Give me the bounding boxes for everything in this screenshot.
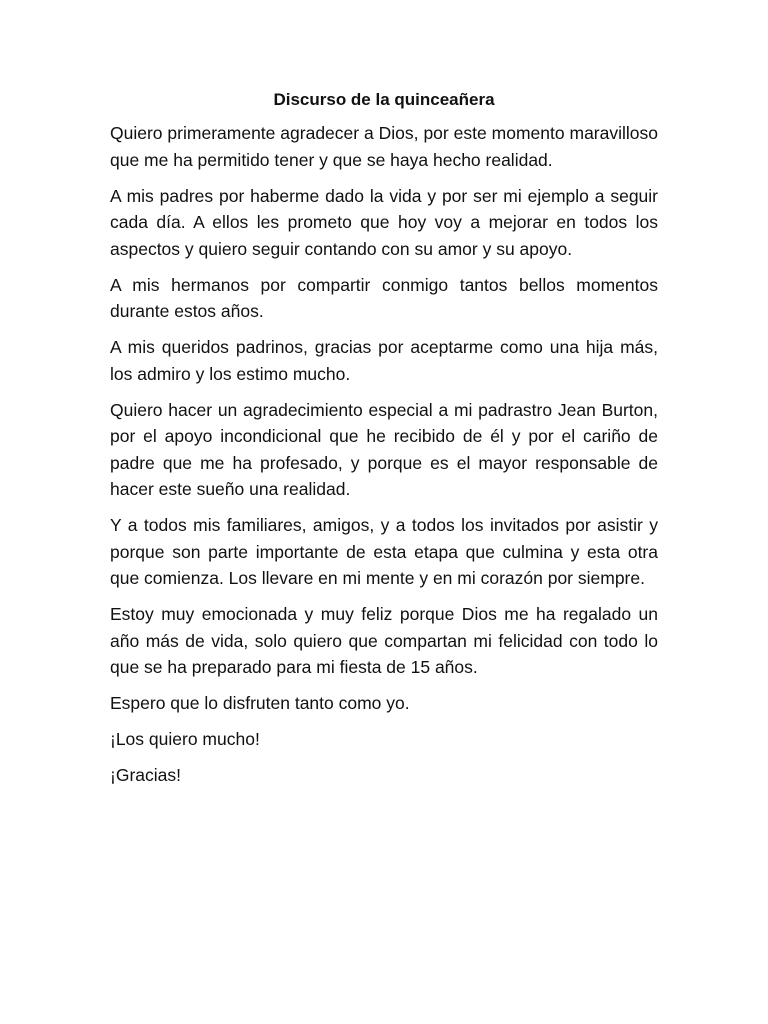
paragraph-emotion: Estoy muy emocionada y muy feliz porque Dios me ha regalado un año más de vida, solo quiero que compartan mi felicidad con todo lo que se ha preparado para mi fiesta de 15 años. (110, 604, 658, 677)
paragraph-gratitude-god: Quiero primeramente agradecer a Dios, por este momento maravilloso que me ha permitido tener y que se haya hecho realidad. (110, 123, 658, 170)
paragraph-siblings: A mis hermanos por compartir conmigo tantos bellos momentos durante estos años. (110, 274, 658, 321)
paragraph-enjoy: Espero que lo disfruten tanto como yo. (110, 693, 410, 713)
paragraph-parents: A mis padres por haberme dado la vida y por ser mi ejemplo a seguir cada día. A ellos les prometo que hoy voy a mejorar en todos los aspectos y quiero seguir contando con su amor y su apoyo. (110, 185, 658, 259)
paragraph-family-guests: Y a todos mis familiares, amigos, y a todos los invitados por asistir y porque son parte importante de esta etapa que culmina y esta otra que comienza. Los llevare en mi mente y en mi corazón por siempre. (110, 515, 658, 588)
document-title: Discurso de la quinceañera (273, 90, 495, 109)
document-page (110, 88, 658, 988)
paragraph-stepfather: Quiero hacer un agradecimiento especial a mi padrastro Jean Burton, por el apoyo incondicional que he recibido de él y por el cariño de padre que me ha profesado, y porque es el mayor responsable de hacer este sueño una realidad. (110, 399, 658, 499)
paragraph-love: ¡Los quiero mucho! (110, 729, 260, 749)
paragraph-godparents: A mis queridos padrinos, gracias por aceptarme como una hija más, los admiro y los estimo mucho. (110, 337, 658, 384)
paragraph-thanks: ¡Gracias! (110, 765, 181, 785)
